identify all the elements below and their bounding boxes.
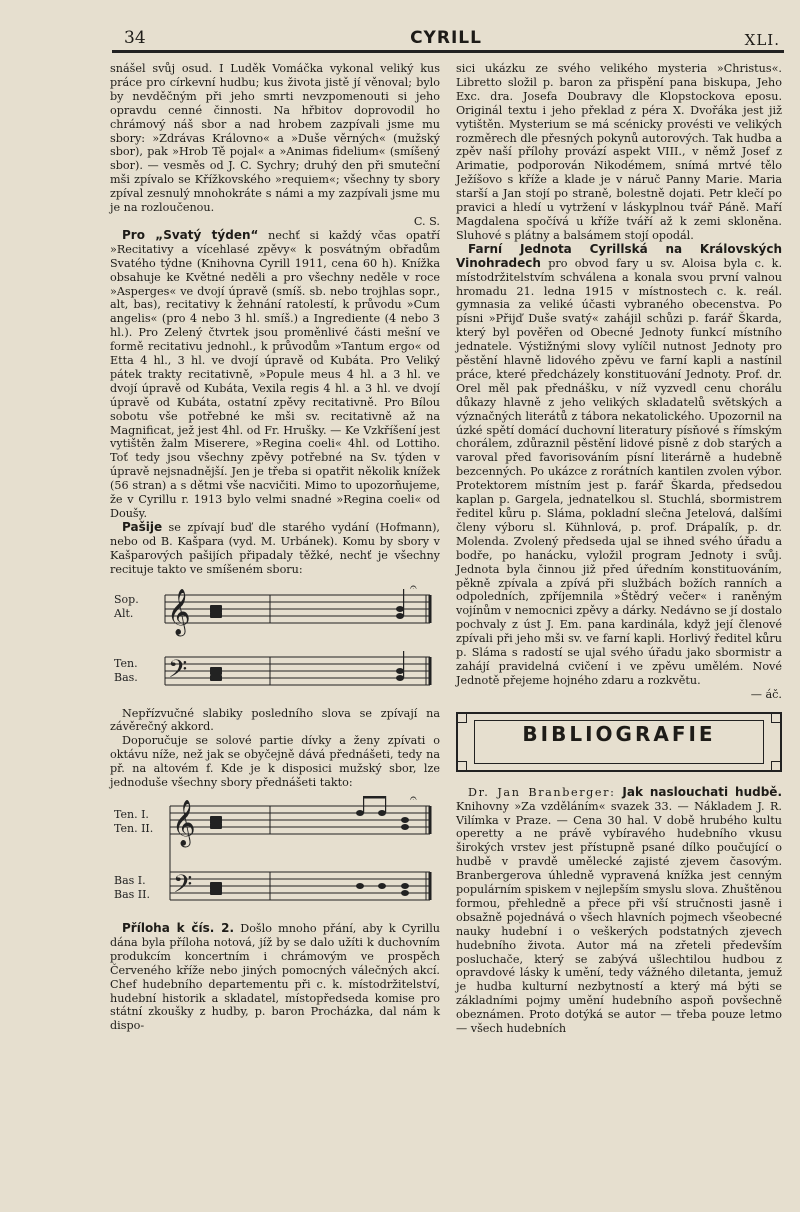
chord-notes — [210, 796, 409, 896]
bib-body: Knihovny »Za vzděláním« svazek 33. — Nákladem J. R. Vilímka v Praze. — Cena 30 hal. V době hrubého kultu operetty a ne právě vybíravého hudebního vkusu širokých vrstev jest přístupně psané dílko poučující o hudbě v pravdě umělecké zajisté zjevem časovým. Branbergerova úhledně vypravená knížka jest cenným populárním spiskem v nejlepším smyslu slova. Zhuštěnou formou, přehledně a přece při vší stručnosti jasně i obsažně pojednává o všech hlavních pojmech všeobecné nauky hudební i o veškerých podstatných zjevech hudebního života. Autor má na zřeteli především posluchače, který se zabývá ušlechtilou hudbou z opravdové lásky k umění, tedy vážného diletanta, jemuž je hudba kulturní nezbytností a který má býti se základními pojmy umění hudebního aspoň povšechně obeznámen. Proto dotýká se autor — třeba pouze letmo — všech hudebních — [456, 799, 782, 1036]
bibliografie-banner — [456, 712, 782, 772]
mysterium-paragraph: sici ukázku ze svého velikého mysteria »Christus«. Libretto složil p. baron za přispění pana biskupa, Jeho Exc. dra. Josefa Doubravy dle Klopstockova eposu. Originál textu i jeho překlad z péra X. Dvořáka jest již vytištěn. Mysterium se má scénicky provésti ve velikých rozměrech dle přesných pokynů autorových. Tak hudba a zpěv naší přílohy provází aspekt VIII., v němž Josef z Arimatie, podporován Nikodémem, snímá mrtvé tělo Ježíšovo s kříže a klade je v náruč Panny Marie. Maria starší a Jan stojí po straně, bolestně dojati. Petr klečí po pravici a hledí u vytržení v láskyplnou tvář Páně. Maří Magdalena spočívá u kříže tváří až k zemi skloněna. Sluhové s plátny a balsámem stojí opodál. — [456, 62, 782, 242]
ten1-label: Ten. I. — [114, 807, 149, 821]
mixed-choir-staff — [110, 581, 440, 703]
bib-book-title: Jak naslouchati hudbě. — [615, 784, 782, 799]
farni-jednota-heading: Farní Jednota Cyrillská na Královských Vinohradech — [456, 241, 782, 270]
corner-ornament-icon — [771, 713, 781, 723]
sop-label: Sop. — [114, 592, 139, 606]
fermata-icon: 𝄐 — [410, 793, 417, 805]
corner-ornament-icon — [457, 713, 467, 723]
bas-label: Bas. — [114, 670, 138, 684]
priloha-paragraph — [110, 922, 440, 1033]
branberger-paragraph — [456, 786, 782, 1036]
treble-clef-icon: 𝄞 — [167, 588, 191, 635]
vomacka-paragraph: snášel svůj osud. I Luděk Vomáčka vykonal veliký kus práce pro církevní hudbu; kus života jistě jí věnoval; bylo by nevděčným při jeho smrti nevzpomenouti si jeho opravdu cenné činnosti. Na hřbitov doprovodil ho chrámový náš sbor a nad hrobem zazpívali jsme mu sbory: »Zdrávas Královno« a »Duše věrných« (mužský sbor), pak »Hrob Tě pojal« a »Animas fidelium« (smíšený sbor). — vesměs od J. C. Sychry; druhý den při smuteční mši zpívalo se Křížkovského »requiem«; všechny ty sbory zpíval zesnulý mnohokráte s námi a my zazpívali jsme mu je na rozloučenou. — [110, 62, 440, 215]
bib-author: Dr. Jan Branberger: — [468, 785, 616, 799]
farni-jednota-paragraph — [456, 243, 782, 688]
signature-ac: — áč. — [750, 687, 782, 701]
bass-clef-icon: 𝄢 — [168, 654, 188, 690]
priloha-heading: Příloha k čís. 2. — [122, 920, 235, 935]
male-choir-staff — [110, 794, 440, 918]
header-rule — [112, 50, 784, 53]
volume-number: XLI. — [744, 31, 780, 49]
svaty-tyden-body: nechť si každý včas opatří »Recitativy a vícehlasé zpěvy« k posvátným obřadům Svatého týdne (Knihovna Cyrill 1911, cena 60 h). Knížka obsahuje ke Květné neděli a pro všechny neděle v roce »Asperges« ve dvojí úpravě (smíš. sb. nebo trojhlas sopr., alt, bas), recitativy k žehnání ratolestí, k průvodu »Cum angelis« (pro 4 nebo 3 hl. smíš.) a Ingrediente (4 nebo 3 hl.). Pro Zelený čtvrtek jsou proměnlivé části mešní ve formě recitativu jednohl., k průvodům »Tantum ergo« od Etta 4 hl., 3 hl. ve dvojí úpravě od Kubáta. Pro Veliký pátek trakty recitativně, »Popule meus 4 hl. a 3 hl. ve dvojí úpravě od Kubáta, Vexila regis 4 hl. a 3 hl. ve dvojí úpravě od Kubáta, ostatní zpěvy recitativně. Pro Bílou sobotu vše potřebné ke mši sv. recitativně až na Magnificat, jež jest 4hl. od Fr. Hrušky. — Ke Vzkříšení jest vytištěn žalm Miserere, »Regina coeli« 4hl. od Lottiho. Toť tedy jsou všechny zpěvy potřebné na Sv. týden v úpravě nejsnadnější. Jen je třeba si opatřit několik knížek (56 stran) a s dětmi vše nacvičiti. Mimo to upozorňujeme, že v Cyrillu r. 1913 bylo velmi snadné »Regina coeli« od Doušy. — [110, 228, 440, 520]
corner-ornament-icon — [457, 761, 467, 771]
corner-ornament-icon — [771, 761, 781, 771]
pasije-body: se zpívají buď dle starého vydání (Hofmann), nebo od B. Kašpara (vyd. M. Urbánek). Komu by sbory v Kašparových pašijích připadaly těžké, nechť je všechny recituje takto ve smíšeném sboru: — [110, 520, 440, 576]
right-column — [456, 62, 782, 1036]
priloha-body: Došlo mnoho přání, aby k Cyrillu dána byla příloha notová, jíž by se dalo užíti k duchovním produkcím koncertním i chrámovým ve prospěch Červeného kříže nebo jiných pomocných válečných akcí. Chef hudebního departementu při c. k. místodržitelství, hudební historik a skladatel, místopředseda komise pro státní zkoušky z hudby, p. baron Procházka, dal nám k dispo- — [110, 921, 440, 1033]
journal-title: CYRILL — [410, 28, 482, 48]
alt-label: Alt. — [114, 606, 134, 620]
svaty-tyden-paragraph — [110, 229, 440, 521]
bibliografie-title: BIBLIOGRAFIE — [522, 721, 716, 746]
bas1-label: Bas I. — [114, 873, 146, 887]
signature-cs: C. S. — [413, 214, 440, 228]
svaty-tyden-heading: Pro „Svatý týden“ — [122, 227, 259, 242]
treble-clef-icon: 𝄞 — [172, 799, 196, 846]
page-number: 34 — [124, 28, 146, 48]
doporucuje-paragraph: Doporučuje se solové partie dívky a ženy zpívati o oktávu níže, než jak se obyčejně dává přednášeti, tedy na př. na altovém f. Kde je k disposici mužský sbor, lze jednoduše všechny sbory přednášeti takto: — [110, 734, 440, 790]
nepriz-paragraph: Nepřízvučné slabiky posledního slova se zpívají na závěrečný akkord. — [110, 706, 440, 734]
chord-notes — [210, 589, 404, 681]
fermata-icon: 𝄐 — [410, 580, 417, 594]
pasije-heading: Pašije — [122, 519, 163, 534]
bas2-label: Bas II. — [114, 887, 150, 901]
farni-jednota-body: pro obvod fary u sv. Aloisa byla c. k. místodržitelstvím schválena a konala svou první valnou hromadu 21. ledna 1915 v místnostech c. k. reál. gymnasia za veliké účasti vybraného obecenstva. Po písni »Přijď Duše svatý« zahájil schůzi p. farář Škarda, který byl pověřen od Obecné Jednoty funkcí místního jednatele. Výstižnými slovy vylíčil nutnost Jednoty pro pěstění hlavně lidového zpěvu ve farní kapli a nastínil práce, které předcházely konstituování Jednoty. Prof. dr. Orel měl pak přednášku, v níž vyzvedl cenu chorálu důkazy hlavně z jeho velikých skladatelů světských a význačných literátů z tábora nekatolického. Upozornil na úzké spětí domácí duchovní literatury písňové s římským chorálem, zdůraznil pěstění lidové písně z dob starých a varoval před favorisováním písní literárně a hudebně bezcenných. Po ukázce z rorátních kantilen zvolen výbor. Protektorem místním jest p. farář Škarda, předsedou kaplan p. Gargela, jednatelkou sl. Stuchlá, sbormistrem ředitel kůru p. Sláma, pokladní slečna Jetelová, dalšími členy výboru sl. Kühnlová, p. prof. Drápalík, p. dr. Molenda. Zvolený předseda ujal se ihned svého úřadu a bodře, po hanácku, vyložil program Jednoty i svůj. Jednota byla činnou již před úředním konstituováním, pěkně zpívala a zpívá při službách božích ranních a odpoledních, zpříjemnila »Štědrý večer« i raněným vojínům v nemocnici zpěvy a dárky. Nedávno se jí dostalo pochvaly z úst J. Em. pana kardinála, když její členové zpívali při jeho mši sv. ve farní kapli. Horlivý ředitel kůru p. Sláma s radostí se ujal svého úřadu jako sbormistr a zahájí pravidelná cvičení i ve zpěvu umělém. Nové Jednotě přejeme hojného zdaru a rozkvětu. — [456, 256, 782, 687]
left-column — [110, 62, 440, 1033]
bass-clef-icon: 𝄢 — [173, 869, 193, 905]
running-header — [112, 28, 780, 50]
ten2-label: Ten. II. — [114, 821, 154, 835]
pasije-paragraph — [110, 521, 440, 577]
ten-label: Ten. — [114, 656, 138, 670]
